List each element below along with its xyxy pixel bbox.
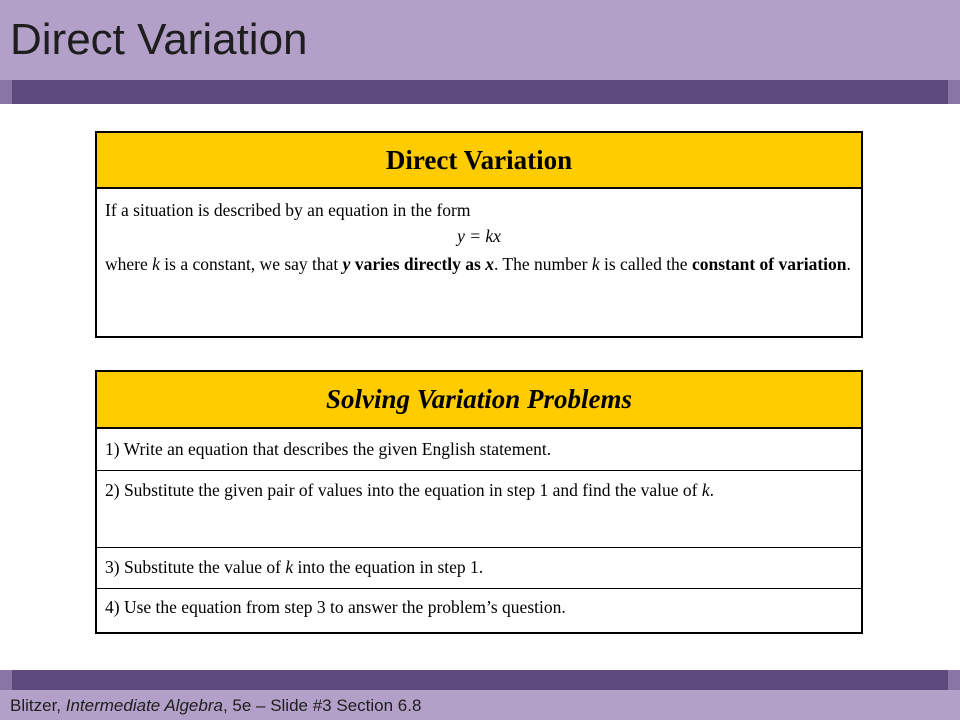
step-4: 4) Use the equation from step 3 to answer the problem’s question. <box>105 597 566 617</box>
bold-phrase: varies directly as <box>350 254 486 274</box>
title-divider-accent-right <box>948 80 960 104</box>
step-3-end: into the equation in step 1. <box>293 557 484 577</box>
text-segment: is called the <box>599 254 692 274</box>
footer-divider-accent-left <box>0 670 12 690</box>
definition-intro: If a situation is described by an equation in the form <box>105 200 471 220</box>
footer-slide-info: , 5e – Slide #3 Section 6.8 <box>222 696 422 715</box>
footer-author: Blitzer, <box>10 696 66 715</box>
variable-k: k <box>701 480 710 500</box>
constant-of-variation-term: constant of variation <box>691 254 847 274</box>
footer-divider-stripe <box>0 670 960 690</box>
footer-book-title: Intermediate Algebra <box>65 696 223 715</box>
variable-k: k <box>591 254 600 274</box>
definition-explanation <box>105 252 853 277</box>
definition-box <box>95 131 863 338</box>
title-divider-stripe <box>0 80 960 104</box>
text-segment: is a constant, we say that <box>159 254 343 274</box>
definition-heading: Direct Variation <box>97 133 861 189</box>
step-1: 1) Write an equation that describes the given English statement. <box>97 429 861 471</box>
text-segment: . The number <box>493 254 592 274</box>
text-segment: where <box>105 254 153 274</box>
definition-formula: y = kx <box>457 226 501 246</box>
step-2-end: . <box>709 480 714 500</box>
steps-box <box>95 370 863 634</box>
variable-y: y <box>342 254 351 274</box>
slide-title: Direct Variation <box>10 15 308 64</box>
footer-citation <box>10 695 421 717</box>
step-3 <box>97 548 861 589</box>
footer-divider-accent-right <box>948 670 960 690</box>
variable-x: x <box>485 254 494 274</box>
variable-k: k <box>285 557 294 577</box>
variable-k: k <box>152 254 160 274</box>
step-2 <box>97 471 861 548</box>
title-band <box>0 0 960 80</box>
steps-heading: Solving Variation Problems <box>97 372 861 429</box>
step-2-text: 2) Substitute the given pair of values into the equation in step 1 and find the value of <box>105 480 702 500</box>
text-segment: . <box>846 254 851 274</box>
step-3-text: 3) Substitute the value of <box>105 557 286 577</box>
definition-body <box>97 189 861 277</box>
footer-band <box>0 690 960 720</box>
title-divider-accent-left <box>0 80 12 104</box>
